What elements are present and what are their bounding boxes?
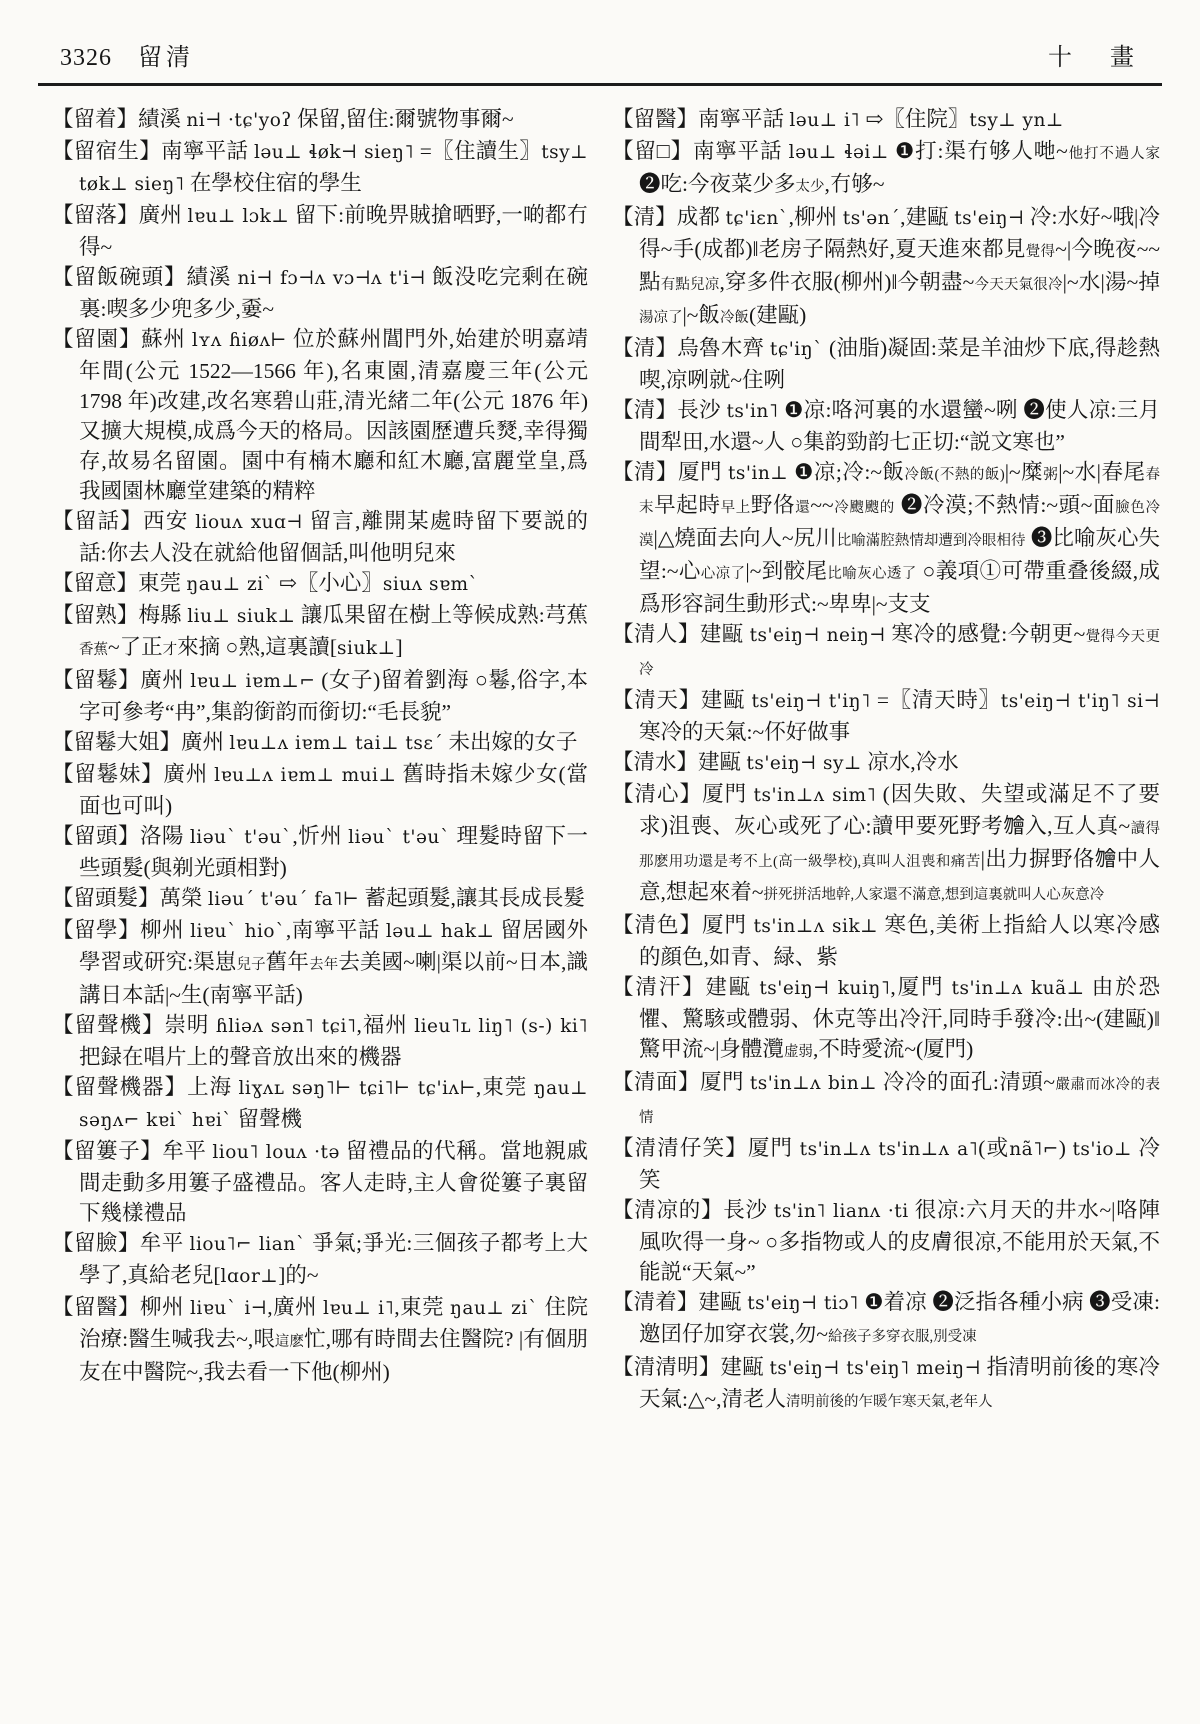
body-text: 【留聲機】崇明 <box>52 1012 216 1037</box>
dictionary-entry <box>52 1072 588 1136</box>
gloss-small-text: 春末 <box>639 466 1160 516</box>
gloss-small-text: 冷飯 <box>719 309 749 326</box>
body-text: ,南寧平話 <box>285 917 386 942</box>
body-text: 留禮品的代稱。當地親戚間走動多用簍子盛禮品。客人走時,主人會從簍子裏留下幾樣禮品 <box>79 1138 588 1225</box>
phonetic-text: liou˥ louʌ ·tə <box>212 1141 340 1163</box>
page-number: 3326 <box>60 45 112 71</box>
phonetic-text: ts'in⊥ʌ kuã⊥ <box>951 977 1085 999</box>
dictionary-entry <box>52 915 588 1010</box>
body-text: 早起時 <box>654 492 721 517</box>
dictionary-entry <box>612 202 1160 333</box>
body-text: 去美國~喇|渠以前~日本,識講日本話|~生(南寧平話) <box>79 949 588 1007</box>
body-text: 蓄起頭髮,讓其長成長髮 <box>359 885 585 910</box>
phonetic-text: ts'in⊥ʌ bin⊥ <box>749 1072 878 1094</box>
body-text: 【清清仔笑】厦門 <box>612 1135 800 1160</box>
dictionary-entry <box>52 600 588 665</box>
body-text: =〖住讀生〗 <box>414 138 542 163</box>
body-text: ,東莞 <box>475 1074 534 1099</box>
gloss-small-text: 覺得今天更冷 <box>639 628 1161 678</box>
body-text: 舊時指未嫁少女(當面也可叫) <box>79 761 588 818</box>
phonetic-text: lɐu⊥ lɔk⊥ <box>187 205 290 227</box>
phonetic-text: ts'in⊥ʌ ts'in⊥ʌ a˥ <box>799 1138 979 1160</box>
phonetic-text: lʏʌ ɦiøʌ⊢ <box>191 329 287 351</box>
body-text: ❶着凉 ❷泛指各種小病 ❸受凍:邀囝仔加穿衣裳,勿~ <box>639 1289 1160 1346</box>
body-text: (油脂)凝固:菜是羊油炒下底,得趁熱喫,凉咧就~住咧 <box>639 335 1160 392</box>
phonetic-text: lɑor⊥ <box>220 1265 279 1287</box>
dictionary-entry <box>52 200 588 262</box>
body-text: 【留□】南寧平話 <box>612 138 789 163</box>
gloss-small-text: 去年 <box>309 956 339 973</box>
body-text: |~水|春尾 <box>1058 459 1146 484</box>
body-text: 指清明前後的寒冷天氣:△~,清老人 <box>639 1354 1160 1411</box>
body-text: 【留宿生】南寧平話 <box>52 138 254 163</box>
gloss-small-text: 有點兒凉 <box>660 276 720 293</box>
dictionary-entry <box>52 665 588 727</box>
gloss-small-text: 讀得那麽用功還是考不上(高一級學校),真叫人沮喪和痛苦 <box>639 820 1160 870</box>
body-text: 【清清明】建甌 <box>612 1354 770 1379</box>
body-text: 很凉:六月天的井水~|咯陣風吹得一身~ ○多指物或人的皮膚很凉,不能用於天氣,不能説“天氣~” <box>639 1197 1160 1284</box>
phonetic-text: lɐu⊥ʌ iɐm⊥ mui⊥ <box>214 764 397 786</box>
body-text: |△燒面去向人~尻川 <box>653 525 837 550</box>
body-text: 冷笑 <box>639 1135 1160 1192</box>
body-text: 【留學】柳州 <box>52 917 191 942</box>
body-text: 由於恐懼、驚駭或體弱、休克等出冷汗,同時手發冷:出~(建甌)‖驚甲流~|身體灠 <box>639 974 1160 1061</box>
body-text: 寒色,美術上指給人以寒冷感的顔色,如青、緑、紫 <box>639 912 1160 969</box>
phonetic-text: liu⊥ siuk⊥ <box>187 605 296 627</box>
body-text: 位於蘇州閶門外,始建於明嘉靖年間(公元 1522—1566 年),名東園,清嘉慶三年(公元 1798 年)改建,改名寒碧山莊,清光緒二年(公元 1876 年)又擴大規模,成爲今天的格局。因該園歷遭兵燹,幸得獨存,故易名留園。園中有楠木廳和紅木廳,富麗堂皇,爲我國園林廳堂建築的精粹 <box>79 326 588 503</box>
body-text: ~~ <box>810 492 834 517</box>
body-text: 【留聲機器】上海 <box>52 1074 239 1099</box>
phonetic-text: nã˥⌐ <box>1009 1138 1059 1160</box>
gloss-small-text: 虚弱 <box>783 1043 813 1060</box>
body-text: ❶凉:咯河裏的水還蠻~咧 ❷使人凉:三月間犁田,水還~人 ○集韵勁韵七正切:“説文寒也” <box>639 397 1160 454</box>
body-text: 爭氣;爭光:三個孩子都考上大學了,真給老兒[ <box>79 1230 588 1287</box>
body-text: 【清着】建甌 <box>612 1289 748 1314</box>
body-text: 【清凉的】長沙 <box>612 1197 774 1222</box>
body-text: ~了正 <box>108 634 163 659</box>
body-text: 住院治療:醫生喊我去~,哏 <box>79 1294 588 1351</box>
phonetic-text: ts'eiŋ⊣ neiŋ⊣ <box>749 624 886 646</box>
phonetic-text: ts'eiŋ⊣ kuiŋ˥ <box>759 977 891 999</box>
body-text: ] <box>395 634 403 659</box>
body-text: 【清心】厦門 <box>612 781 754 806</box>
body-text: 冷:水好~哦|冷得~手(成都)‖老房子隔熱好,夏天進來都見 <box>639 204 1160 261</box>
dictionary-entry <box>52 568 588 600</box>
dictionary-entry <box>612 395 1160 457</box>
gloss-small-text: 香蕉 <box>79 641 108 658</box>
text-columns <box>0 86 1200 1417</box>
body-text: 讓瓜果留在樹上等候成熟:芎蕉 <box>295 602 588 627</box>
body-text: 凉水,冷水 <box>861 749 959 774</box>
body-text: |出力摒野佫𣍐中人意,想起來着~ <box>639 846 1161 904</box>
dictionary-entry <box>612 685 1160 747</box>
gloss-small-text: 還 <box>795 499 811 516</box>
phonetic-text: ts'io⊥ <box>1072 1138 1132 1160</box>
section-stroke-label: 十 畫 <box>1048 45 1150 71</box>
body-text: 寒冷的天氣:~伓好做事 <box>639 719 851 744</box>
phonetic-text: lɐu⊥ iɐm⊥⌐ <box>190 670 316 692</box>
gloss-small-text: 太少 <box>795 178 825 195</box>
dictionary-entry <box>52 136 588 200</box>
phonetic-text: ɦliəʌ sən˥ tɕi˥ <box>215 1015 357 1037</box>
phonetic-text: tɕ'iɛnˋ <box>725 207 789 229</box>
phonetic-text: ts'eiŋ⊣ <box>954 207 1025 229</box>
body-text: |~糜 <box>1004 459 1044 484</box>
gloss-small-text: 今天天氣很冷 <box>974 276 1063 293</box>
body-text: 保留,留住:爾號物事爾~ <box>291 106 514 131</box>
body-text: 【留簍子】牟平 <box>52 1138 213 1163</box>
phonetic-text: lɐu⊥ i˥ <box>323 1297 395 1319</box>
phonetic-text: liɐuˋ i⊣ <box>189 1297 268 1319</box>
phonetic-text: ts'eiŋ⊣ ts'eiŋ˥ meiŋ⊣ <box>769 1357 981 1379</box>
phonetic-text: liɐuˋ hioˋ <box>190 920 286 942</box>
dictionary-entry <box>52 1136 588 1228</box>
body-text: 【清】烏魯木齊 <box>612 335 770 360</box>
phonetic-text: ləu⊥ hak⊥ <box>385 920 495 942</box>
body-text: ❷吃:今夜菜少多 <box>639 171 796 196</box>
phonetic-text: ŋau⊥ səŋʌ⌐ kɐiˋ hɐiˋ <box>79 1077 588 1131</box>
dictionary-entry <box>52 104 588 136</box>
dictionary-entry <box>52 1292 588 1387</box>
phonetic-text: siuk⊥ <box>337 637 396 659</box>
gloss-small-text: 比喻滿腔熱情却遭到冷眼相待 <box>836 532 1026 549</box>
body-text: ❶打:渠冇够人哋~ <box>888 138 1068 163</box>
body-text: 【清水】建甌 <box>612 749 747 774</box>
body-text: 【留園】蘇州 <box>52 326 192 351</box>
column-right <box>612 104 1160 1417</box>
body-text: (女子)留着劉海 ○鬈,俗字,本字可參考“冉”,集韵銜韵而銜切:“毛長貌” <box>79 667 588 724</box>
phonetic-text: ts'in˥ <box>726 400 779 422</box>
body-text: 飯没吃完剩在碗裏:喫多少兜多少,嫑~ <box>79 264 588 321</box>
body-text: 冷冷的面孔:清頭~ <box>877 1069 1056 1094</box>
body-text: 在學校住宿的學生 <box>184 170 362 195</box>
phonetic-text: liəuˊ t'əuˊ fa˥⊢ <box>207 888 360 910</box>
phonetic-text: ni⊣ ·tɕ'yoʔ <box>186 109 292 131</box>
dictionary-entry <box>612 972 1160 1067</box>
gloss-small-text: 嚴肅而冰冷的表情 <box>639 1076 1161 1126</box>
body-text: (建甌) <box>748 302 807 327</box>
dictionary-entry <box>52 1010 588 1072</box>
body-text: ,柳州 <box>788 204 843 229</box>
body-text: 【留熟】梅縣 <box>52 602 188 627</box>
gloss-small-text: 拼死拼活地幹,人家還不滿意,想到這裏就叫人心灰意冷 <box>763 886 1105 903</box>
phonetic-text: liəuˋ t'əuˋ <box>189 826 293 848</box>
body-text: 未出嫁的女子 <box>443 729 578 754</box>
gloss-small-text: 冷颼颼的 <box>833 499 895 516</box>
dictionary-entry <box>612 136 1160 202</box>
phonetic-text: tsy⊥ tøk⊥ sieŋ˥ <box>79 141 588 195</box>
body-text: 【留鬈妹】廣州 <box>52 761 215 786</box>
gloss-small-text: 比喻灰心透了 <box>827 565 917 582</box>
dictionary-entry <box>612 104 1160 136</box>
body-text: 【留鬈大姐】廣州 <box>52 729 230 754</box>
body-text: ❸比喻灰心失望:~心 <box>639 525 1161 583</box>
body-text: |~飯 <box>682 302 720 327</box>
body-text: 野佫 <box>750 492 796 517</box>
body-text: 留聲機 <box>232 1106 302 1131</box>
body-text: ❷冷漠;不熱情:~頭~面 <box>894 492 1116 517</box>
body-text: 【留鬈】廣州 <box>52 667 191 692</box>
body-text: 【留醫】南寧平話 <box>612 106 790 131</box>
page-header <box>0 0 1200 79</box>
gloss-small-text: 心凉了 <box>700 565 746 582</box>
dictionary-entry <box>52 727 588 759</box>
gloss-small-text: 冷飯(不熱的飯) <box>904 466 1005 483</box>
gloss-small-text: 湯凉了 <box>639 309 683 326</box>
phonetic-text: ts'ənˊ <box>842 207 901 229</box>
body-text: ~|今晚夜~~點 <box>639 236 1161 294</box>
header-guide-words: 留清 <box>138 45 194 71</box>
gloss-small-text: 才 <box>162 641 178 658</box>
dictionary-entry <box>612 1067 1160 1133</box>
body-text: 【留落】廣州 <box>52 202 188 227</box>
body-text: 把録在唱片上的聲音放出來的機器 <box>79 1044 402 1069</box>
dictionary-entry <box>52 324 588 506</box>
body-text: 【留意】東莞 <box>52 570 187 595</box>
dictionary-entry <box>52 759 588 821</box>
gloss-small-text: 他打不過人家 <box>1067 145 1160 162</box>
body-text: ⇨〖住院〗 <box>860 106 970 131</box>
body-text: 【清】成都 <box>612 204 726 229</box>
body-text: ,東莞 <box>394 1294 450 1319</box>
dictionary-entry <box>612 1287 1160 1352</box>
body-text: ,穿多件衣服(柳州)‖今朝盡~ <box>719 269 975 294</box>
dictionary-entry <box>612 1133 1160 1195</box>
body-text: 【清】厦門 <box>612 459 728 484</box>
phonetic-text: ts'in⊥ <box>727 462 789 484</box>
body-text: ,冇够~ <box>824 171 885 196</box>
body-text: 【清天】建甌 <box>612 687 752 712</box>
gloss-small-text: 清明前後的乍暖乍寒天氣,老年人 <box>786 1393 993 1410</box>
body-text: 【清】長沙 <box>612 397 727 422</box>
phonetic-text: ts'in⊥ʌ sik⊥ <box>753 915 879 937</box>
dictionary-entry <box>52 883 588 915</box>
phonetic-text: ləu⊥ ɬøk⊣ sieŋ˥ <box>253 141 415 163</box>
dictionary-entry <box>52 1228 588 1292</box>
phonetic-text: ts'in˥ lianʌ ·ti <box>773 1200 909 1222</box>
body-text: 【清面】厦門 <box>612 1069 750 1094</box>
phonetic-text: ts'in⊥ʌ sim˥ <box>753 784 877 806</box>
phonetic-text: lieu˥ʟ liŋ˥ (s-) ki˥ <box>414 1015 588 1037</box>
dictionary-entry <box>52 821 588 883</box>
body-text: 留居國外學習或研究:渠崽 <box>79 917 588 974</box>
body-text: 【留醫】柳州 <box>52 1294 190 1319</box>
phonetic-text: ləu⊥ ɬəi⊥ <box>788 141 889 163</box>
gloss-small-text: 臉色冷漠 <box>639 499 1161 549</box>
phonetic-text: ts'eiŋ⊣ tiɔ˥ <box>747 1292 859 1314</box>
dictionary-entry <box>612 747 1160 779</box>
gloss-small-text: 給孩子多穿衣服,別受凍 <box>828 1328 977 1345</box>
body-text: ,廣州 <box>267 1294 323 1319</box>
body-text: 留言,離開某處時留下要説的話:你去人没在就給他留個話,叫他明兒來 <box>79 508 588 565</box>
phonetic-text: ləu⊥ i˥ <box>789 109 860 131</box>
dictionary-entry <box>612 910 1160 972</box>
phonetic-text: liəuˋ t'əuˋ <box>348 826 451 848</box>
body-text: ⇨〖小心〗 <box>273 570 383 595</box>
dictionary-entry <box>612 457 1160 619</box>
body-text: 【留話】西安 <box>52 508 196 533</box>
body-text: 理髮時留下一些頭髮(與剃光頭相對) <box>79 823 588 880</box>
body-text: 【留頭】洛陽 <box>52 823 190 848</box>
gloss-small-text: 這麽 <box>274 1333 305 1350</box>
body-text: ❶凉;冷:~飯 <box>788 459 905 484</box>
dictionary-entry <box>52 506 588 568</box>
dictionary-entry <box>612 333 1160 395</box>
phonetic-text: ŋau⊥ ziˋ <box>450 1297 539 1319</box>
body-text: 【留飯碗頭】績溪 <box>52 264 238 289</box>
phonetic-text: siuʌ sɐmˋ <box>382 573 479 595</box>
body-text: 忙,哪有時間去住醫院? |有個朋友在中醫院~,我去看一下他(柳州) <box>79 1326 589 1384</box>
phonetic-text: tɕ'iŋˋ <box>769 338 824 360</box>
body-text: |~水|湯~掉 <box>1062 269 1161 294</box>
phonetic-text: ts'eiŋ⊣ t'iŋ˥ si⊣ <box>1000 690 1160 712</box>
body-text: 留下:前晚畀賊搶晒野,一啲都冇得~ <box>79 202 588 259</box>
body-text: |~到骹尾 <box>745 558 828 583</box>
body-text: ,不時愛流~(厦門) <box>812 1036 974 1061</box>
dictionary-entry <box>52 262 588 324</box>
phonetic-text: ni⊣ fɔ⊣ʌ vɔ⊣ʌ t'i⊣ <box>237 267 426 289</box>
body-text: (因失敗、失望或滿足不了要求)沮喪、灰心或死了心:讀甲要死野考𣍐入,互人真~ <box>639 781 1160 838</box>
gloss-small-text: 覺得 <box>1025 243 1056 260</box>
body-text: =〖清天時〗 <box>870 687 1001 712</box>
body-text: ,厦門 <box>890 974 952 999</box>
phonetic-text: lɐu⊥ʌ iɐm⊥ tai⊥ tsɛˊ <box>229 732 444 754</box>
body-text: 來摘 ○熟,這裏讀[ <box>177 634 338 659</box>
body-text: ]的~ <box>278 1262 319 1287</box>
phonetic-text: liɣʌʟ səŋ˥⊢ tɕi˥⊢ tɕ'iʌ⊢ <box>238 1077 476 1099</box>
body-text: 【清汗】建甌 <box>612 974 760 999</box>
gloss-small-text: 兒子 <box>236 956 266 973</box>
phonetic-text: liou˥⌐ lianˋ <box>189 1233 307 1255</box>
phonetic-text: tsy⊥ yn⊥ <box>969 109 1064 131</box>
body-text: 【留頭髮】萬榮 <box>52 885 208 910</box>
body-text: (或 <box>978 1135 1010 1160</box>
body-text: 【留着】績溪 <box>52 106 187 131</box>
body-text: ,福州 <box>356 1012 415 1037</box>
column-left <box>52 104 588 1417</box>
body-text: ,建甌 <box>900 204 955 229</box>
gloss-small-text: 早上 <box>720 499 751 516</box>
gloss-small-text: 粥 <box>1043 466 1059 483</box>
phonetic-text: ŋau⊥ ziˋ <box>186 573 274 595</box>
dictionary-entry <box>612 1352 1160 1417</box>
phonetic-text: ts'eiŋ⊣ t'iŋ˥ <box>751 690 871 712</box>
dictionary-entry <box>612 619 1160 685</box>
body-text: ○義項①可帶重叠後綴,成爲形容詞生動形式:~卑卑|~支支 <box>639 558 1161 616</box>
dictionary-entry <box>612 779 1160 910</box>
body-text: 【留臉】牟平 <box>52 1230 190 1255</box>
body-text: 【清人】建甌 <box>612 621 750 646</box>
phonetic-text: liouʌ xuɑ⊣ <box>195 511 303 533</box>
body-text: ) <box>1058 1135 1073 1160</box>
dictionary-entry <box>612 1195 1160 1287</box>
header-left <box>60 44 220 73</box>
body-text: 舊年 <box>265 949 310 974</box>
body-text: ,忻州 <box>292 823 349 848</box>
phonetic-text: ts'eiŋ⊣ sy⊥ <box>746 752 862 774</box>
body-text: 寒冷的感覺:今朝更~ <box>885 621 1086 646</box>
body-text: 【清色】厦門 <box>612 912 754 937</box>
